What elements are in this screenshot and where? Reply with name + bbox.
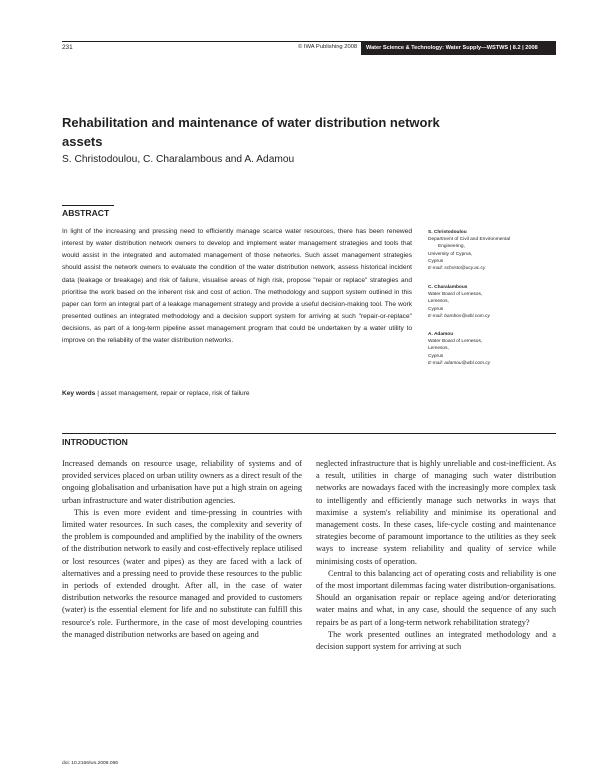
body-paragraph: Increased demands on resource usage, reliability of systems and of provided services placed on urban utility owners as a direct result of the ongoing globalisation and urbanisation have put a high strain on ageing urban infrastructure and water distribution agencies. <box>62 459 302 505</box>
affiliation-line: Engineering, <box>438 244 465 250</box>
publisher-notice: © IWA Publishing 2008 <box>298 44 358 50</box>
introduction-rule <box>62 433 556 434</box>
affiliation-email: E-mail: adamou@wbl.com.cy <box>428 360 491 366</box>
keywords-line <box>62 390 250 397</box>
body-paragraph: Central to this balancing act of operating costs and reliability is one of the most important dilemmas facing water distribution-organisations. Should an organisation repair or replace ageing and/or deteriorating water mains and what, in any case, should the sequence of any such repairs be as part of a long-term network rehabilitation strategy? <box>316 568 556 627</box>
abstract-heading: ABSTRACT <box>62 208 110 218</box>
affiliation-line: Cyprus <box>428 353 444 359</box>
affiliation-name: A. Adamou <box>428 332 454 337</box>
body-paragraph: neglected infrastructure that is highly unreliable and cost-inefficient. As a result, utilities in charge of managing such water distribution networks are nowadays faced with the increasingly more complex task to intelligently and efficiently manage such networks in ways that maximise a system's reliability and minimise its operational and management costs. In these cases, life-cycle costing and maintenance strategies become of paramount importance to the utilities as they seek ways to increase system reliability and quality of service while minimising costs of operation. <box>316 459 556 566</box>
affiliation-line: Cyprus <box>428 258 444 264</box>
affiliation-name: S. Christodoulou <box>428 230 467 235</box>
abstract-text: In light of the increasing and pressing need to efficiently manage scarce water resources, there has been renewed interest by water distribution network owners to develop and implement water management strategies and tools that would assist in the integrated and automated management of those networks. Such asset management strategies should assist the network owners to evaluate the condition of the water distribution network, assess historical incident data (leakage or breakage) and risk of failure, visualise areas of high risk, propose "repair or replace" strategies and prioritise the work based on the inherent risk and cost of action. The methodology and support system outlined in this paper can form an integral part of a leakage management strategy and provide a useful decision-making tool. The work presented outlines an integrated methodology and a decision support system for arriving at such "repair-or-replace" decisions, as part of a long-term pipeline asset management program that could be undertaken by a water utility to improve on the reliability of the water distribution networks. <box>62 228 412 345</box>
left-column <box>62 458 302 641</box>
keywords-separator: | <box>97 390 99 397</box>
abstract-rule <box>62 205 114 206</box>
affiliation-line: Water Board of Lemesos, <box>428 292 483 298</box>
doi-footer: doi: 10.2166/ws.2008.066 <box>62 761 119 766</box>
affiliation-email: E-mail: bambos@wbl.com.cy <box>428 313 490 319</box>
affiliation-block <box>428 331 558 367</box>
affiliation-block <box>428 229 558 272</box>
body-paragraph: This is even more evident and time-pressing in countries with limited water resources. In such cases, the complexity and severity of the problem is compounded and amplified by the inability of the owners of the distribution network to easily and cost-effectively replace utilised or lost resources (water and pipes) as they are faced with a lack of alternatives and a pressing need to provide these resources to the public in periods of extended drought. After all, in the case of water distribution networks the resource managed and provided to customers (water) is the essential element for life and no substitute can fulfill this resource's role. Furthermore, in the case of most developing countries the managed distribution networks are based on ageing and <box>62 507 302 639</box>
journal-name: Water Science & Technology: Water Supply—WSTWS | 8.2 | 2008 <box>366 44 538 51</box>
page-number: 231 <box>62 44 73 51</box>
affiliation-name: C. Charalambous <box>428 285 468 290</box>
affiliation-email: E-mail: schristo@ucy.ac.cy <box>428 266 486 272</box>
author-list: S. Christodoulou, C. Charalambous and A. Adamou <box>62 154 295 165</box>
keywords-values: asset management, repair or replace, risk of failure <box>100 390 250 397</box>
affiliation-line: Lemesos, <box>428 346 449 352</box>
affiliation-block <box>428 284 558 320</box>
affiliation-line: University of Cyprus, <box>428 251 473 257</box>
affiliation-line: Lemesos, <box>428 299 449 305</box>
introduction-heading: INTRODUCTION <box>62 437 128 447</box>
affiliation-line: Water Board of Lemesos, <box>428 339 483 345</box>
keywords-label: Key words <box>62 390 96 397</box>
affiliation-line: Department of Civil and Environmental <box>428 237 511 243</box>
affiliation-line: Cyprus <box>428 306 444 312</box>
article-title: Rehabilitation and maintenance of water distribution network assets <box>62 115 440 149</box>
body-paragraph: The work presented outlines an integrated methodology and a decision support system for arriving at such <box>316 629 556 652</box>
right-column <box>316 458 556 653</box>
